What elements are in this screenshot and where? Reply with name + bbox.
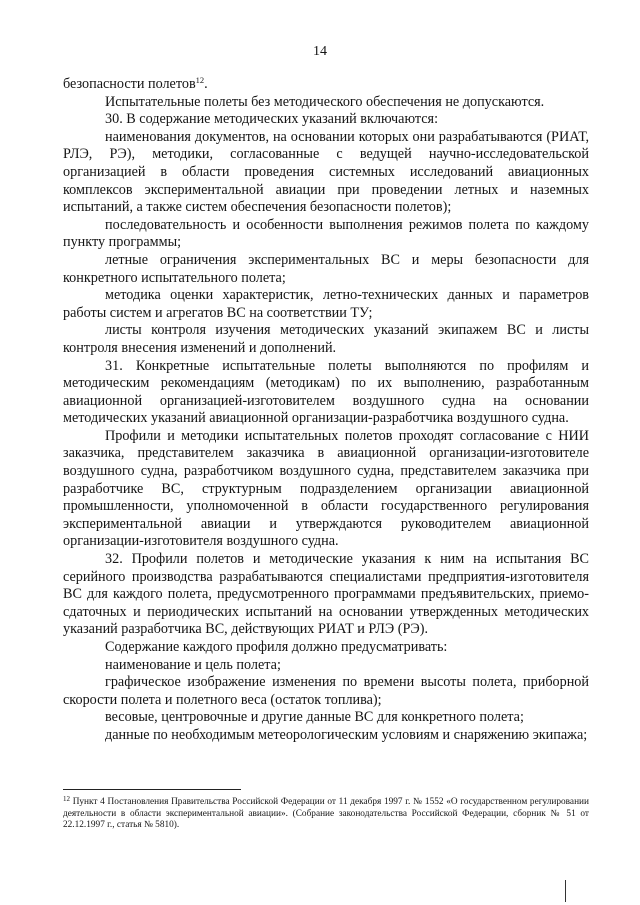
list-item: листы контроля изучения методических указаний экипажем ВС и листы контроля внесения изменений и дополнений.	[63, 322, 589, 356]
paragraph: безопасности полетов$^{12}$.	[63, 75, 208, 92]
paragraph: Испытательные полеты без методического обеспечения не допускаются.	[105, 93, 545, 110]
list-item: графическое изображение изменения по времени высоты полета, приборной скорости полета и полетного веса (остаток топлива);	[63, 674, 589, 708]
list-item: данные по необходимым метеорологическим условиям и снаряжению экипажа;	[105, 726, 588, 743]
footnote-marker: 12	[63, 795, 70, 803]
footnote-text: Пункт 4 Постановления Правительства Российской Федерации от 11 декабря 1997 г. № 1552 «О государственном регулировании деятельности в области экспериментальной авиации». (Собрание законодательства Российской Федерации, сборник № 51 от 22.12.1997 г., статья № 5810).	[63, 797, 589, 830]
section-heading-30: 30. В содержание методических указаний включаются:	[105, 111, 439, 128]
list-item: последовательность и особенности выполнения режимов полета по каждому пункту программы;	[63, 216, 589, 251]
footnote	[63, 797, 589, 832]
list-item: методика оценки характеристик, летно-технических данных и параметров работы систем и агрегатов ВС на соответствии ТУ;	[63, 287, 589, 321]
paragraph: Содержание каждого профиля должно предусматривать:	[105, 639, 448, 655]
scan-artifact	[565, 880, 566, 902]
list-item: летные ограничения экспериментальных ВС и меры безопасности для конкретного испытательного полета;	[63, 251, 589, 286]
paragraph: Профили и методики испытательных полетов проходят согласование с НИИ заказчика, представителем заказчика в авиационной организации-изготовителе воздушного судна, разработчиком воздушного судна, представителем заказчика при разработчике ВС, структурным подразделением организации авиационной промышленности, уполномоченной в области государственного регулирования экспериментальной авиации и утверждаются руководителем авиационной организации-изготовителя воздушного судна.	[63, 427, 589, 550]
list-item: наименования документов, на основании которых они разрабатываются (РИАТ, РЛЭ, РЭ), методики, согласованные с ведущей научно-исследовательской организацией в области проведения системных исследований авиационных комплексов экспериментальной авиации при проведении летных и наземных испытаний, а также систем обеспечения безопасности полетов);	[63, 128, 589, 216]
list-item: весовые, центровочные и другие данные ВС для конкретного полета;	[105, 709, 524, 726]
footnote-reference: 12	[195, 75, 205, 85]
paragraph-32: 32. Профили полетов и методические указания к ним на испытания ВС серийного производства разрабатываются специалистами предприятия-изготовителя ВС для каждого полета, предусмотренного программами предъявительских, приемо-сдаточных и периодических испытаний на основании утвержденных методических указаний разработчика ВС, действующих РИАТ и РЛЭ (РЭ).	[63, 551, 589, 638]
body-text	[63, 76, 589, 745]
list-item: наименование и цель полета;	[105, 656, 281, 673]
footnote-divider	[63, 789, 241, 790]
page-number: 14	[313, 44, 327, 59]
paragraph-31: 31. Конкретные испытательные полеты выполняются по профилям и методическим рекомендациям (методикам) по их выполнению, разработанным авиационной организацией-изготовителем воздушного судна на основании методических указаний авиационной организации-разработчика воздушного судна.	[63, 357, 589, 427]
